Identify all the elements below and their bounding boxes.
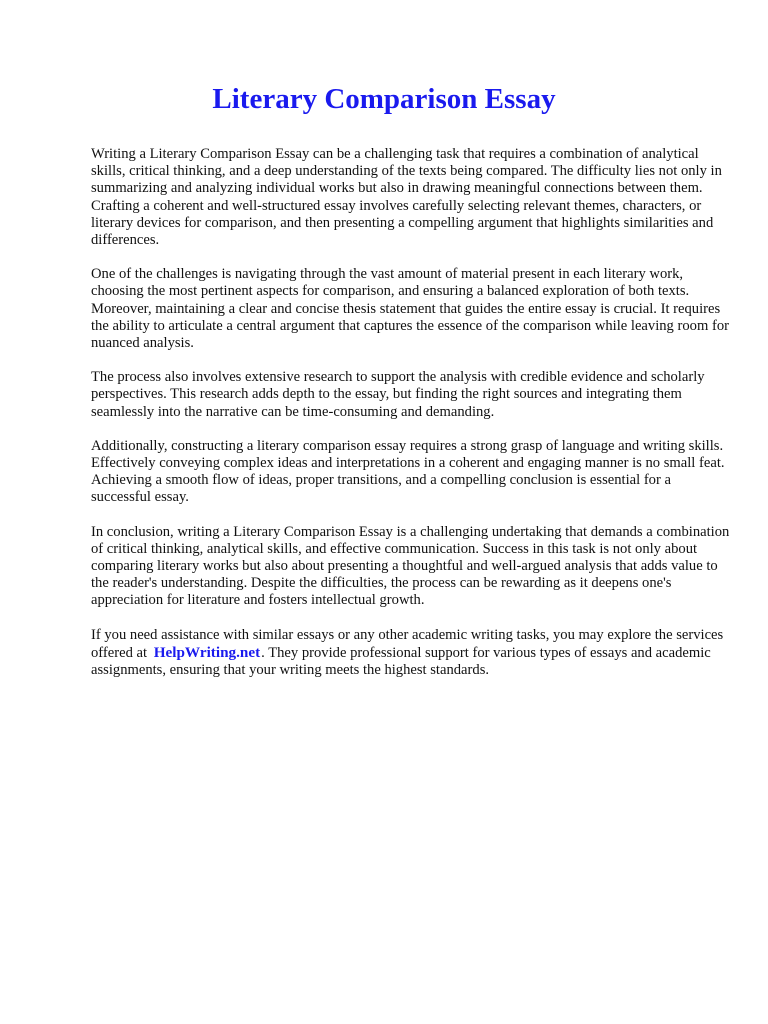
paragraph-challenges: One of the challenges is navigating through the vast amount of material present in each literary work, choosing the most pertinent aspects for comparison, and ensuring a balanced exploration of both texts. Moreover, maintaining a clear and concise thesis statement that guides the entire essay is crucial. It requires the ability to articulate a central argument that captures the essence of the comparison while leaving room for nuanced analysis. <box>91 266 729 352</box>
helpwriting-link[interactable]: HelpWriting.net <box>153 643 261 661</box>
document-body <box>91 146 731 696</box>
document-title: Literary Comparison Essay <box>212 83 556 115</box>
closing-text-before-link: If you need assistance with similar essays or any other academic writing tasks, you may explore the services offered at <box>91 626 724 661</box>
paragraph-closing <box>91 627 731 680</box>
paragraph-language: Additionally, constructing a literary comparison essay requires a strong grasp of language and writing skills. Effectively conveying complex ideas and interpretations in a coherent and engaging manner is no small feat. Achieving a smooth flow of ideas, proper transitions, and a compelling conclusion is essential for a successful essay. <box>91 437 725 506</box>
closing-text-after-link: . They provide professional support for various types of essays and academic assignments, ensuring that your writing meets the highest standards. <box>91 644 711 679</box>
paragraph-intro: Writing a Literary Comparison Essay can be a challenging task that requires a combination of analytical skills, critical thinking, and a deep understanding of the texts being compared. The difficulty lies not only in summarizing and analyzing individual works but also in drawing meaningful connections between them. Crafting a coherent and well-structured essay involves carefully selecting relevant themes, characters, or literary devices for comparison, and then presenting a compelling argument that highlights similarities and differences. <box>91 146 722 249</box>
paragraph-conclusion: In conclusion, writing a Literary Comparison Essay is a challenging undertaking that demands a combination of critical thinking, analytical skills, and effective communication. Success in this task is not only about comparing literary works but also about presenting a thoughtful and well-argued analysis that adds value to the reader's understanding. Despite the difficulties, the process can be rewarding as it deepens one's appreciation for literature and fosters intellectual growth. <box>91 523 730 609</box>
paragraph-research: The process also involves extensive research to support the analysis with credible evidence and scholarly perspectives. This research adds depth to the essay, but finding the right sources and integrating them seamlessly into the narrative can be time-consuming and demanding. <box>91 369 705 420</box>
